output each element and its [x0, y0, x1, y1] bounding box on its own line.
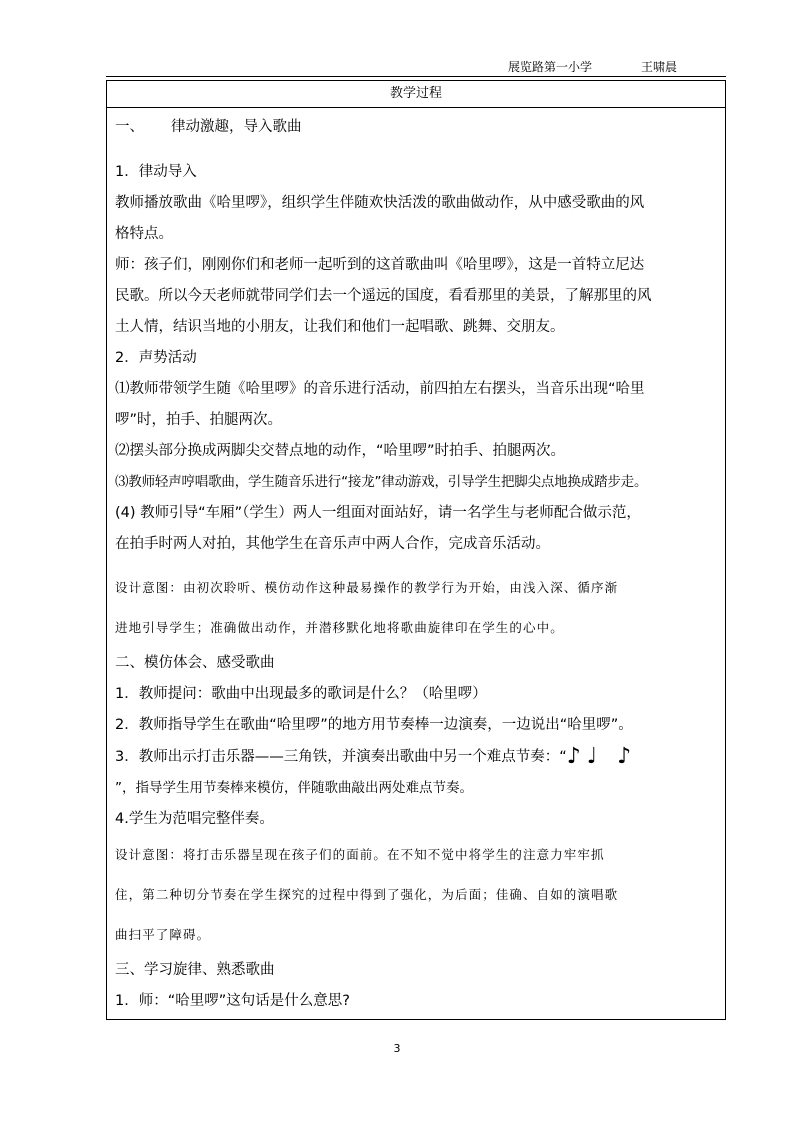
section-1-heading — [115, 112, 719, 143]
paragraph-line: 格特点。 — [115, 226, 173, 242]
rhythm-text-pre: 3．教师出示打击乐器——三角铁，并演奏出歌曲中另一个难点节奏：“ — [115, 749, 567, 765]
section-2-heading: 二、模仿体会、感受歌曲 — [115, 655, 275, 671]
page-header — [0, 56, 794, 76]
spacer — [115, 143, 719, 157]
paragraph-line: 土人情，结识当地的小朋友，让我们和他们一起唱歌、跳舞、交朋友。 — [115, 319, 565, 335]
list-item-cont: 啰”时，拍手、拍腿两次。 — [115, 412, 283, 428]
list-item: ⑶教师轻声哼唱歌曲，学生随音乐进行“接龙”律动游戏，引导学生把脚尖点地换成踏步走。 — [115, 474, 648, 490]
table-content — [107, 108, 725, 1017]
paragraph-line: 民歌。所以今天老师就带同学们去一个遥远的国度，看看那里的美景，了解那里的风 — [115, 288, 652, 304]
list-item: ⑴教师带领学生随《哈里啰》的音乐进行活动，前四拍左右摆头，当音乐出现“哈里 — [115, 381, 645, 397]
subsection-1-2-heading: 2．声势活动 — [115, 350, 197, 366]
table-title: 教学过程 — [107, 81, 725, 108]
page-number: 3 — [393, 1042, 401, 1055]
design-intent-line: 设计意图：将打击乐器呈现在孩子们的面前。在不知不觉中将学生的注意力牢牢抓 — [115, 847, 605, 862]
teacher-name: 王啸晨 — [641, 60, 678, 74]
list-item: (4) 教师引导“车厢”（学生）两人一组面对面站好，请一名学生与老师配合做示范， — [115, 505, 641, 521]
section-1-number: 一、 — [115, 119, 144, 135]
list-item-rhythm — [115, 741, 719, 773]
list-item: ⑵摆头部分换成两脚尖交替点地的动作，“哈里啰”时拍手、拍腿两次。 — [115, 443, 566, 459]
paragraph-line: 教师播放歌曲《哈里啰》，组织学生伴随欢快活泼的歌曲做动作，从中感受歌曲的风 — [115, 195, 645, 211]
paragraph-line: 师：孩子们，刚刚你们和老师一起听到的这首歌曲叫《哈里啰》，这是一首特立尼达 — [115, 257, 645, 273]
design-intent-line: 住，第二种切分节奏在学生探究的过程中得到了强化，为后面；佳确、自如的演唱歌 — [115, 887, 619, 902]
lesson-table — [106, 80, 726, 1020]
list-item: 1．教师提问：歌曲中出现最多的歌词是什么？（哈里啰） — [115, 686, 487, 702]
spacer — [115, 560, 719, 568]
rhythm-notes-b: ♪ — [617, 744, 638, 769]
header-rule — [106, 76, 726, 77]
design-intent-line: 进地引导学生；准确做出动作，并潜移默化地将歌曲旋律印在学生的心中。 — [115, 620, 564, 635]
rhythm-notes-a: ♪♩ — [566, 744, 604, 769]
school-name: 展览路第一小学 — [508, 60, 593, 74]
list-item: 1．师：“哈里啰”这句话是什么意思? — [115, 993, 350, 1009]
section-1-title: 律动激趣，导入歌曲 — [171, 119, 302, 135]
list-item: 2．教师指导学生在歌曲“哈里啰”的地方用节奏棒一边演奏，一边说出“哈里啰”。 — [115, 717, 633, 733]
design-intent-line: 设计意图：由初次聆听、模仿动作这种最易操作的教学行为开始，由浅入深、循序渐 — [115, 580, 619, 595]
subsection-1-1-heading: 1．律动导入 — [115, 164, 197, 180]
list-item: 4.学生为范唱完整伴奏。 — [115, 811, 274, 827]
list-item-cont: ”，指导学生用节奏棒来模仿，伴随歌曲敲出两处难点节奏。 — [115, 780, 473, 796]
design-intent-line: 曲扫平了障碍。 — [115, 927, 211, 942]
list-item-cont: 在拍手时两人对拍，其他学生在音乐声中两人合作，完成音乐活动。 — [115, 536, 550, 552]
rhythm-notes-icon — [567, 744, 637, 769]
section-3-heading: 三、学习旋律、熟悉歌曲 — [115, 962, 275, 978]
